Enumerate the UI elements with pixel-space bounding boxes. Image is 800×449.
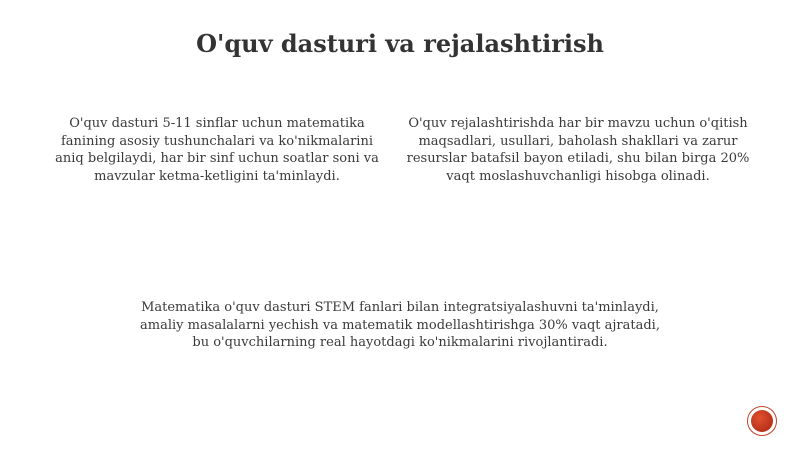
slide-nav-button[interactable] bbox=[747, 406, 777, 436]
paragraph-curriculum: O'quv dasturi 5-11 sinflar uchun matematika fanining asosiy tushunchalari va ko'nikmalarini aniq belgilaydi, har bir sinf uchun soatlar soni va mavzular ketma-ketligini ta'minlaydi. bbox=[55, 116, 379, 184]
slide-title: O'quv dasturi va rejalashtirish bbox=[196, 29, 604, 58]
paragraph-stem-integration: Matematika o'quv dasturi STEM fanlari bilan integratsiyalashuvni ta'minlaydi, amaliy masalalarni yechish va matematik modellashtirishga 30% vaqt ajratadi, bu o'quvchilarning real hayotdagi ko'nikmalarini rivojlantiradi. bbox=[140, 300, 660, 350]
circle-button-icon bbox=[751, 410, 773, 432]
paragraph-planning: O'quv rejalashtirishda har bir mavzu uchun o'qitish maqsadlari, usullari, baholash shakllari va zarur resurslar batafsil bayon etiladi, shu bilan birga 20% vaqt moslashuvchanligi hisobga olinadi. bbox=[406, 116, 750, 184]
